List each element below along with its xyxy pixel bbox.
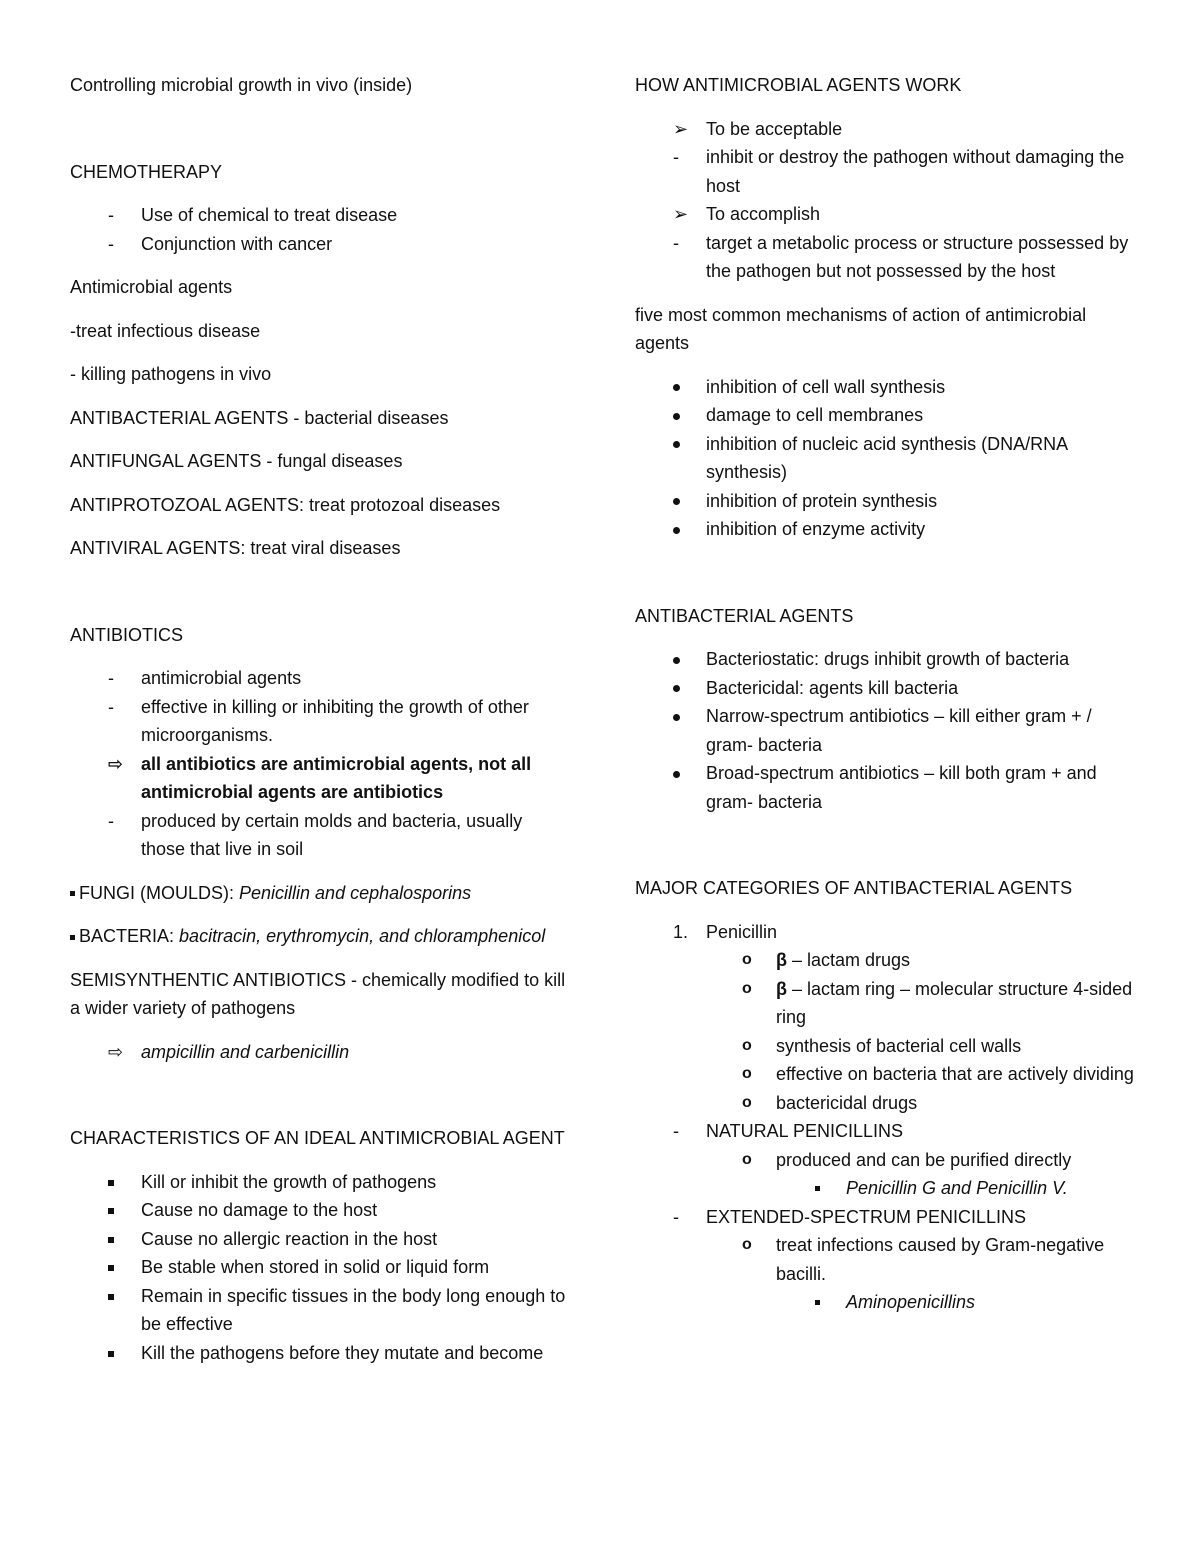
o-marker: o <box>742 1065 752 1082</box>
list-item: Remain in specific tissues in the body long enough to be effective <box>70 1282 570 1339</box>
square-bullet-icon <box>815 1288 824 1317</box>
page-title: Controlling microbial growth in vivo (inside) <box>70 75 413 95</box>
dash-marker: - <box>673 147 679 167</box>
bacteria-line: BACTERIA: bacitracin, erythromycin, and chloramphenicol <box>70 922 570 951</box>
list-item: - Use of chemical to treat disease <box>70 201 570 230</box>
sub-item: o produced and can be purified directly <box>635 1146 1135 1175</box>
square-bullet-icon <box>108 1282 132 1311</box>
semisynthetic-line: SEMISYNTHENTIC ANTIBIOTICS - chemically modified to kill a wider variety of pathogens <box>70 969 566 1018</box>
list-item: Bactericidal: agents kill bacteria <box>635 674 1135 703</box>
o-marker: o <box>742 979 752 997</box>
sub-sub-item: Penicillin G and Penicillin V. <box>635 1174 1135 1203</box>
list-item: Bacteriostatic: drugs inhibit growth of bacteria <box>635 645 1135 674</box>
bullet-icon <box>673 702 697 731</box>
fungi-line: FUNGI (MOULDS): Penicillin and cephalosporins <box>70 879 570 908</box>
list-item-bold: ⇨ all antibiotics are antimicrobial agents, not all antimicrobial agents are antibiotics <box>70 750 570 807</box>
treat-line: -treat infectious disease <box>70 320 261 341</box>
bullet-icon <box>673 674 697 703</box>
sub-item: o β – lactam drugs <box>635 946 1135 975</box>
list-item: ➢ To be acceptable <box>635 115 1135 144</box>
bullet-icon <box>673 515 697 544</box>
dash-marker: - <box>673 1121 679 1141</box>
list-item: inhibition of cell wall synthesis <box>635 373 1135 402</box>
square-bullet-icon <box>108 1253 132 1282</box>
sub-item: o synthesis of bacterial cell walls <box>635 1032 1135 1061</box>
list-item: - Conjunction with cancer <box>70 230 570 259</box>
number-marker: 1. <box>673 921 689 942</box>
chemotherapy-heading: CHEMOTHERAPY <box>70 161 223 182</box>
list-item: - NATURAL PENICILLINS <box>635 1117 1135 1146</box>
list-item: Kill or inhibit the growth of pathogens <box>70 1168 570 1197</box>
list-item: Cause no allergic reaction in the host <box>70 1225 570 1254</box>
killing-line: - killing pathogens in vivo <box>70 364 272 384</box>
dash-marker: - <box>673 1206 679 1227</box>
o-marker: o <box>742 951 752 968</box>
list-item: - antimicrobial agents <box>70 664 570 693</box>
how-heading: HOW ANTIMICROBIAL AGENTS WORK <box>635 75 962 95</box>
list-item: Narrow-spectrum antibiotics – kill either gram + / gram- bacteria <box>635 702 1135 759</box>
antiprotozoal-line: ANTIPROTOZOAL AGENTS: treat protozoal diseases <box>70 494 501 515</box>
major-categories-heading: MAJOR CATEGORIES OF ANTIBACTERIAL AGENTS <box>635 878 1073 898</box>
list-item: ➢ To accomplish <box>635 200 1135 229</box>
list-item: Be stable when stored in solid or liquid form <box>70 1253 570 1282</box>
arrowhead-icon: ➢ <box>673 118 689 139</box>
ideal-heading: CHARACTERISTICS OF AN IDEAL ANTIMICROBIAL AGENT <box>70 1128 565 1148</box>
list-item: - target a metabolic process or structure possessed by the pathogen but not possessed by the host <box>635 229 1135 286</box>
list-item: inhibition of nucleic acid synthesis (DNA/RNA synthesis) <box>635 430 1135 487</box>
sub-item: o treat infections caused by Gram-negative bacilli. <box>635 1231 1135 1288</box>
square-bullet-icon <box>70 891 75 896</box>
list-item: inhibition of enzyme activity <box>635 515 1135 544</box>
o-marker: o <box>742 1036 752 1054</box>
sub-item: o β – lactam ring – molecular structure 4-sided ring <box>635 975 1135 1032</box>
list-item: Broad-spectrum antibiotics – kill both gram + and gram- bacteria <box>635 759 1135 816</box>
square-bullet-icon <box>108 1168 132 1197</box>
antibacterial-heading: ANTIBACTERIAL AGENTS <box>635 605 854 626</box>
dash-marker: - <box>673 232 679 253</box>
square-bullet-icon <box>108 1225 132 1254</box>
list-item: inhibition of protein synthesis <box>635 487 1135 516</box>
square-bullet-icon <box>815 1174 824 1203</box>
list-item: damage to cell membranes <box>635 401 1135 430</box>
list-item: - effective in killing or inhibiting the growth of other microorganisms. <box>70 693 570 750</box>
sub-item: o bactericidal drugs <box>635 1089 1135 1118</box>
five-mechanisms-line: five most common mechanisms of action of antimicrobial agents <box>635 304 1087 353</box>
antimicrobial-heading: Antimicrobial agents <box>70 277 233 297</box>
square-bullet-icon <box>108 1339 132 1368</box>
sub-sub-item: Aminopenicillins <box>635 1288 1135 1317</box>
bullet-icon <box>673 430 697 459</box>
arrowhead-icon: ➢ <box>673 204 689 224</box>
dash-marker: - <box>108 668 114 688</box>
right-column <box>635 71 1135 1317</box>
o-marker: o <box>742 1093 752 1111</box>
left-column <box>70 71 570 1367</box>
bullet-icon <box>673 487 697 516</box>
o-marker: o <box>742 1150 752 1168</box>
bullet-icon <box>673 645 697 674</box>
bullet-icon <box>673 373 697 402</box>
list-item: 1. Penicillin <box>635 918 1135 947</box>
antifungal-line: ANTIFUNGAL AGENTS - fungal diseases <box>70 451 403 471</box>
bullet-icon <box>673 401 697 430</box>
sub-item: o effective on bacteria that are actively dividing <box>635 1060 1135 1089</box>
list-item: - inhibit or destroy the pathogen without damaging the host <box>635 143 1135 200</box>
arrow-right-icon: ⇨ <box>108 753 124 774</box>
list-item: Kill the pathogens before they mutate and become <box>70 1339 570 1368</box>
antibiotics-heading: ANTIBIOTICS <box>70 624 184 645</box>
arrow-right-icon: ⇨ <box>108 1041 124 1062</box>
bullet-icon <box>673 759 697 788</box>
dash-marker: - <box>108 233 114 254</box>
list-item: Cause no damage to the host <box>70 1196 570 1225</box>
square-bullet-icon <box>70 935 75 940</box>
dash-marker: - <box>108 696 114 717</box>
dash-marker: - <box>108 810 114 831</box>
antibacterial-line: ANTIBACTERIAL AGENTS - bacterial diseases <box>70 407 449 428</box>
dash-marker: - <box>108 205 114 225</box>
o-marker: o <box>742 1236 752 1253</box>
list-item: - EXTENDED-SPECTRUM PENICILLINS <box>635 1203 1135 1232</box>
square-bullet-icon <box>108 1196 132 1225</box>
list-item: - produced by certain molds and bacteria, usually those that live in soil <box>70 807 570 864</box>
semisynthetic-example: ⇨ ampicillin and carbenicillin <box>70 1038 570 1067</box>
antiviral-line: ANTIVIRAL AGENTS: treat viral diseases <box>70 538 401 558</box>
